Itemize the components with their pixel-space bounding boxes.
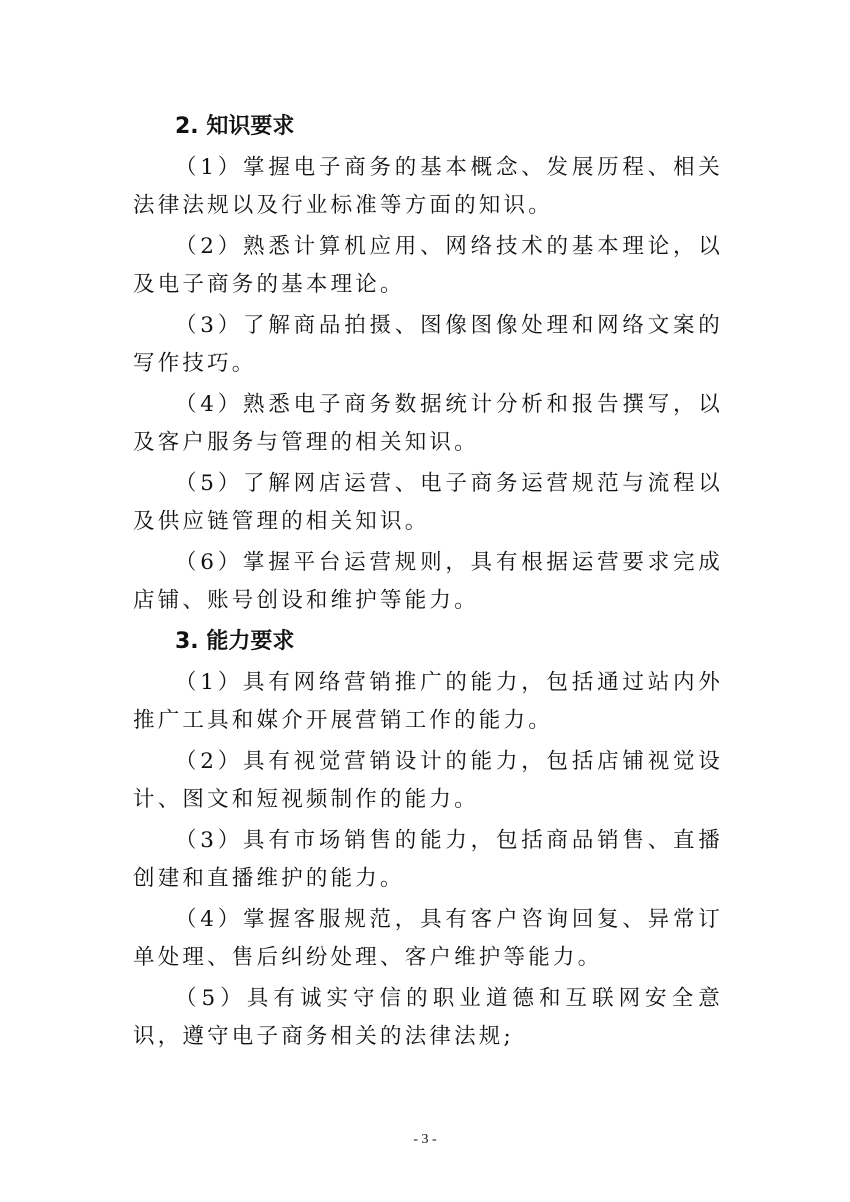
knowledge-item-6: （6）掌握平台运营规则，具有根据运营要求完成店铺、账号创设和维护等能力。 [133, 550, 723, 613]
knowledge-item-3: （3）了解商品拍摄、图像图像处理和网络文案的写作技巧。 [133, 313, 723, 376]
knowledge-item-5: （5）了解网店运营、电子商务运营规范与流程以及供应链管理的相关知识。 [133, 471, 723, 534]
ability-item-2: （2）具有视觉营销设计的能力，包括店铺视觉设计、图文和短视频制作的能力。 [133, 749, 723, 812]
knowledge-item-1: （1）掌握电子商务的基本概念、发展历程、相关法律法规以及行业标准等方面的知识。 [133, 155, 723, 218]
document-body [133, 108, 723, 1059]
ability-item-5: （5）具有诚实守信的职业道德和互联网安全意识，遵守电子商务相关的法律法规; [133, 986, 723, 1049]
ability-item-1: （1）具有网络营销推广的能力，包括通过站内外推广工具和媒介开展营销工作的能力。 [133, 670, 723, 733]
knowledge-item-2: （2）熟悉计算机应用、网络技术的基本理论，以及电子商务的基本理论。 [133, 234, 723, 297]
ability-item-4: （4）掌握客服规范，具有客户咨询回复、异常订单处理、售后纠纷处理、客户维护等能力。 [133, 907, 723, 970]
ability-item-3: （3）具有市场销售的能力，包括商品销售、直播创建和直播维护的能力。 [133, 828, 723, 891]
section-heading-ability: 3. 能力要求 [175, 629, 295, 654]
page-number: - 3 - [413, 1132, 437, 1147]
knowledge-item-4: （4）熟悉电子商务数据统计分析和报告撰写，以及客户服务与管理的相关知识。 [133, 392, 723, 455]
section-heading-knowledge: 2. 知识要求 [175, 114, 295, 139]
